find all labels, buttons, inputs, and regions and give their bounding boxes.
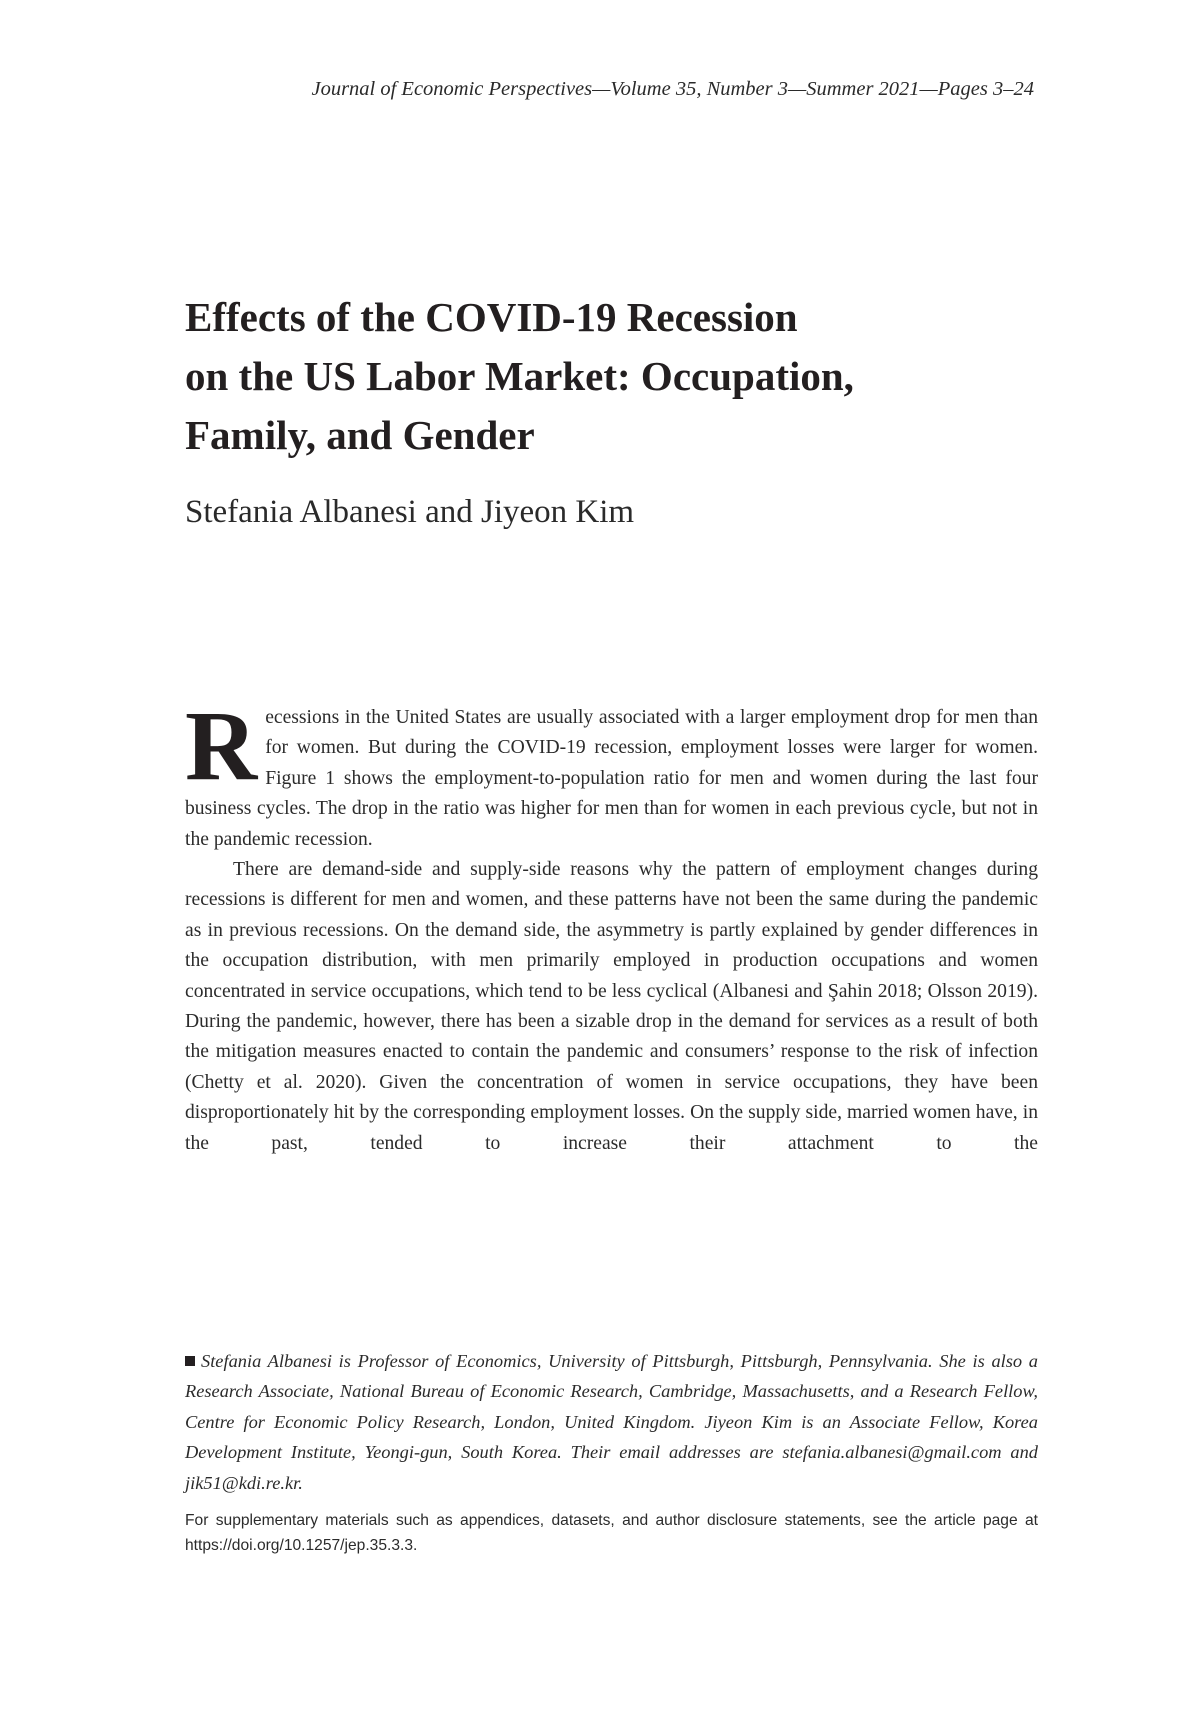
running-head: Journal of Economic Perspectives—Volume 35, Number 3—Summer 2021—Pages 3–24 [311,78,1034,100]
paragraph-1-text: ecessions in the United States are usually associated with a larger employment drop for men than for women. But during the COVID-19 recession, employment losses were larger for women. Figure 1 shows the employment-to-population ratio for men and women during the last four business cycles. The drop in the ratio was higher for men than for women in each previous cycle, but not in the pandemic recession. [185,707,1038,850]
body-paragraph-1 [185,690,1038,855]
title-line-2: on the US Labor Market: Occupation, [185,353,854,399]
author-footnote [185,1346,1038,1498]
title-line-1: Effects of the COVID-19 Recession [185,294,798,340]
body-paragraph-2: There are demand-side and supply-side reasons why the pattern of employment changes during recessions is different for men and women, and these patterns have not been the same during the pandemic as in previous recessions. On the demand side, the asymmetry is partly explained by gender differences in the occupation distribution, with men primarily employed in production occupations and women concentrated in service occupations, which tend to be less cyclical (Albanesi and Şahin 2018; Olsson 2019). During the pandemic, however, there has been a sizable drop in the demand for services as a result of both the mitigation measures enacted to contain the pandemic and consumers’ response to the risk of infection (Chetty et al. 2020). Given the concentration of women in service occupations, they have been disproportionately hit by the corresponding employment losses. On the supply side, married women have, in the past, tended to increase their attachment to the [185,859,1038,1154]
title-line-3: Family, and Gender [185,412,535,458]
article-title [185,288,1065,465]
article-body [185,690,1038,1159]
supplementary-note: For supplementary materials such as appendices, datasets, and author disclosure statements, see the article page at https://doi.org/10.1257/jep.35.3.3. [185,1512,1038,1554]
drop-cap: R [185,690,258,801]
article-authors: Stefania Albanesi and Jiyeon Kim [185,494,635,530]
footnote-square-marker [185,1356,195,1366]
footnote-text: Stefania Albanesi is Professor of Economics, University of Pittsburgh, Pittsburgh, Pennsylvania. She is also a Research Associate, National Bureau of Economic Research, Cambridge, Massachusetts, and a Research Fellow, Centre for Economic Policy Research, London, United Kingdom. Jiyeon Kim is an Associate Fellow, Korea Development Institute, Yeongi-gun, South Korea. Their email addresses are stefania.albanesi@gmail.com and jik51@kdi.re.kr. [185,1351,1038,1493]
